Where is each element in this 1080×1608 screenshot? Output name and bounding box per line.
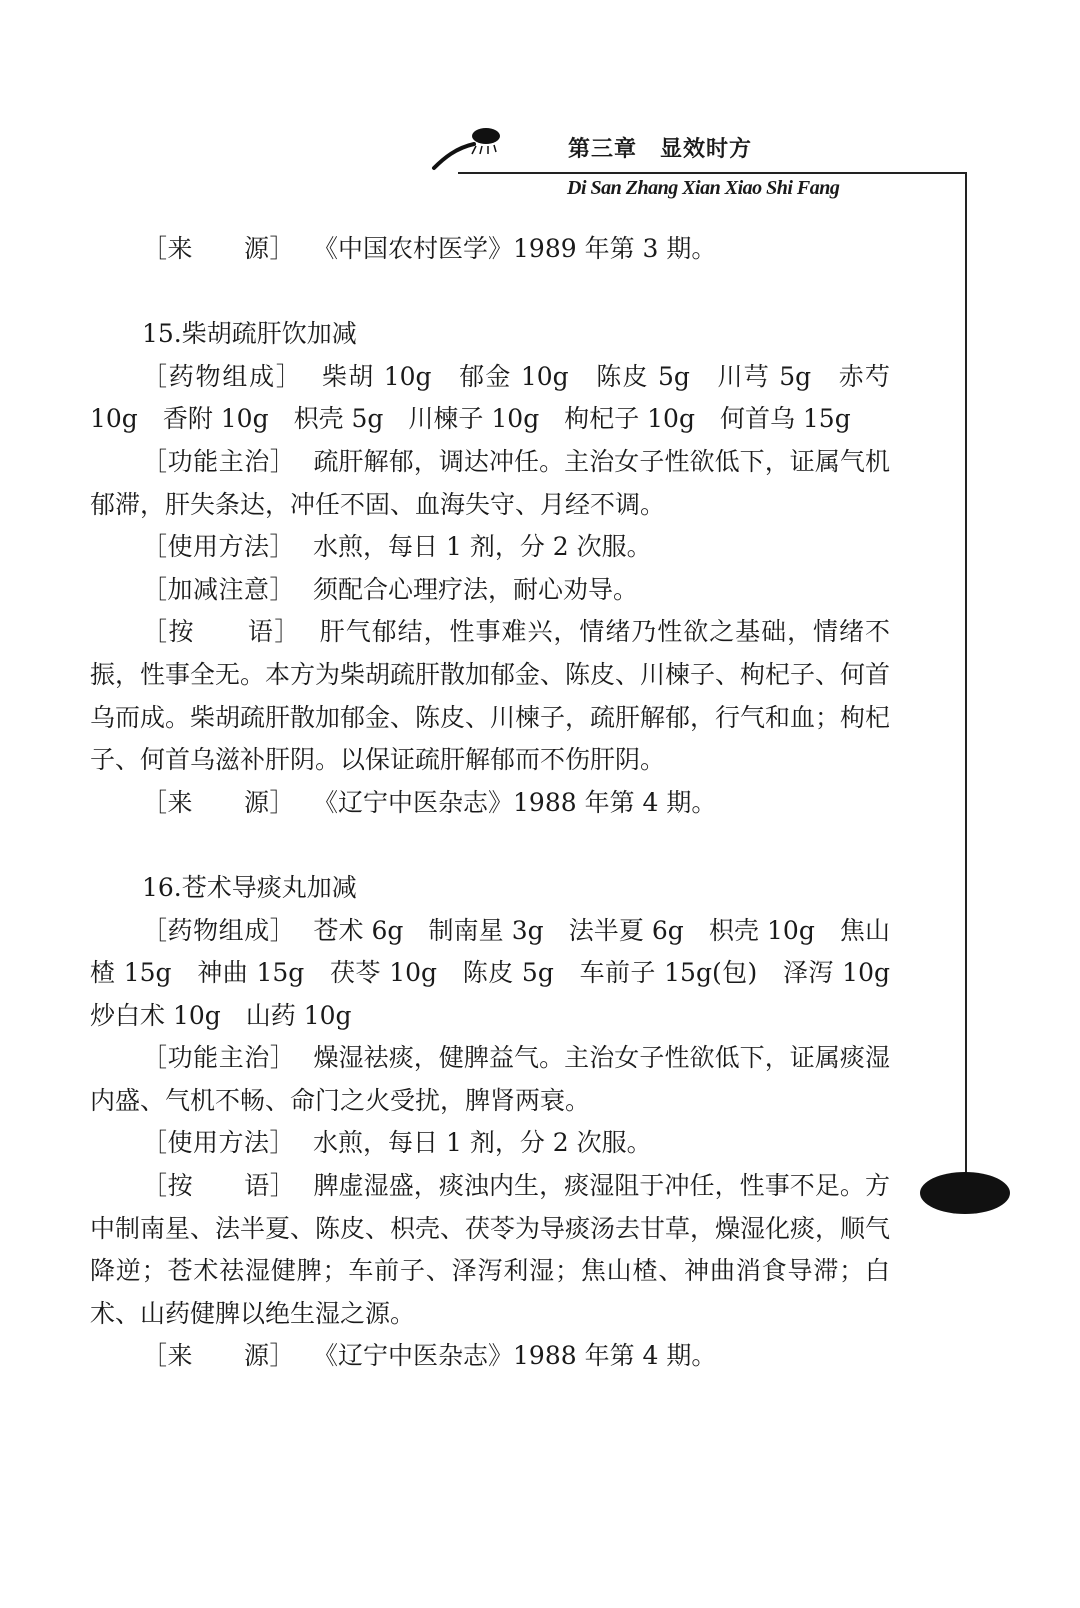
field-label: ［按 语］ xyxy=(142,617,301,647)
field-text: 苍术 6g 制南星 3g 法半夏 6g 枳壳 10g 焦山楂 15g 神曲 15g 茯苓 10g 陈皮 5g 车前子 15g(包) 泽泻 10g 炒白术 10g 山药 10g xyxy=(90,915,916,1030)
lamp-icon xyxy=(430,118,530,178)
field-text: 水煎，每日 1 剂，分 2 次服。 xyxy=(313,1128,652,1158)
field-text: 水煎，每日 1 剂，分 2 次服。 xyxy=(313,532,652,562)
field-text: 柴胡 10g 郁金 10g 陈皮 5g 川芎 5g 赤芍 10g 香附 10g 枳壳 5g 川楝子 10g 枸杞子 10g 何首乌 15g xyxy=(90,361,890,434)
field-label: ［功能主治］ xyxy=(142,1043,296,1073)
header-rule xyxy=(458,172,966,174)
source-line xyxy=(90,782,890,825)
page-body xyxy=(90,228,916,1378)
field-label: ［来 源］ xyxy=(142,787,296,817)
field-text: 肝气郁结，性事难兴，情绪乃性欲之基础，情绪不振，性事全无。本方为柴胡疏肝散加郁金、陈皮、川楝子、枸杞子、何首乌而成。柴胡疏肝散加郁金、陈皮、川楝子，疏肝解郁，行气和血；枸杞子、何首乌滋补肝阴。以保证疏肝解郁而不伤肝阴。 xyxy=(90,617,891,775)
entry-title: 15.柴胡疏肝饮加减 xyxy=(142,319,357,349)
field-label: ［药物组成］ xyxy=(142,361,303,391)
function-paragraph xyxy=(90,441,890,526)
field-label: ［使用方法］ xyxy=(142,532,296,562)
source-line xyxy=(90,228,890,271)
field-text: 疏肝解郁，调达冲任。主治女子性欲低下，证属气机郁滞，肝失条达，冲任不固、血海失守、月经不调。 xyxy=(90,446,890,519)
source-line xyxy=(90,1335,890,1378)
field-text: 须配合心理疗法，耐心劝导。 xyxy=(313,574,639,604)
field-label: ［按 语］ xyxy=(142,1171,296,1201)
field-label: ［加减注意］ xyxy=(142,574,296,604)
notes-paragraph xyxy=(90,569,890,612)
commentary-paragraph xyxy=(90,1165,890,1335)
field-label: ［功能主治］ xyxy=(142,446,296,476)
field-label: ［使用方法］ xyxy=(142,1128,296,1158)
field-text: 燥湿祛痰，健脾益气。主治女子性欲低下，证属痰湿内盛、气机不畅、命门之火受扰，脾肾两衰。 xyxy=(90,1043,890,1115)
field-text: 《辽宁中医杂志》1988 年第 4 期。 xyxy=(313,1341,717,1371)
field-text: 脾虚湿盛，痰浊内生，痰湿阻于冲任，性事不足。方中制南星、法半夏、陈皮、枳壳、茯苓为导痰汤去甘草，燥湿化痰，顺气降逆；苍术祛湿健脾；车前子、泽泻利湿；焦山楂、神曲消食导滞；白术、山药健脾以绝生湿之源。 xyxy=(90,1171,891,1328)
field-text: 《中国农村医学》1989 年第 3 期。 xyxy=(313,234,717,263)
commentary-paragraph xyxy=(90,611,890,781)
function-paragraph xyxy=(90,1037,890,1122)
field-label: ［来 源］ xyxy=(142,1341,296,1371)
composition-paragraph xyxy=(90,910,916,1038)
entry-title: 16.苍术导痰丸加减 xyxy=(142,872,357,902)
field-text: 《辽宁中医杂志》1988 年第 4 期。 xyxy=(313,787,717,817)
thumb-tab xyxy=(920,1172,1010,1214)
side-rule xyxy=(965,172,967,1182)
usage-paragraph xyxy=(90,526,890,569)
chapter-title: 第三章 显效时方 xyxy=(568,137,753,162)
chapter-pinyin: Di San Zhang Xian Xiao Shi Fang xyxy=(567,177,840,199)
field-label: ［来 源］ xyxy=(142,234,296,263)
field-label: ［药物组成］ xyxy=(142,915,296,945)
usage-paragraph xyxy=(90,1122,890,1165)
composition-paragraph xyxy=(90,356,890,441)
